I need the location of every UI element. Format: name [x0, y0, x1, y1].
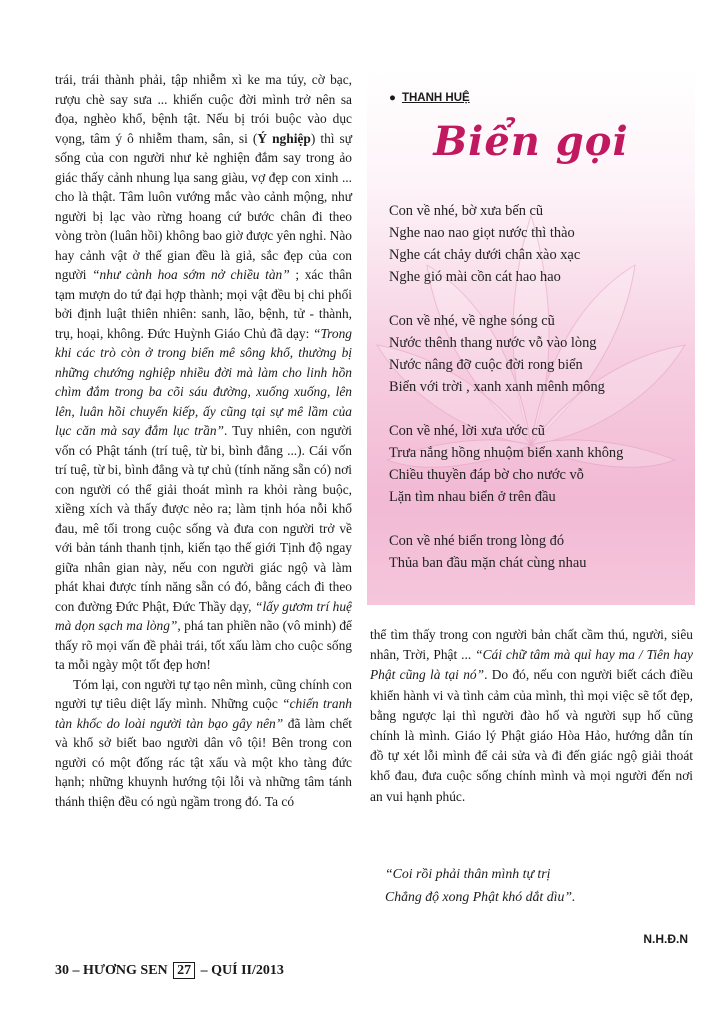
italic-quote: “lấy gươm trí huệ mà dọn sạch ma lòng” [55, 598, 353, 633]
poem-line: Nghe nao nao giọt nước thì thào [389, 225, 575, 241]
bold-text: Ý nghiệp [257, 130, 311, 146]
closing-quote [385, 862, 575, 908]
poem-line: Trưa nắng hồng nhuộm biển xanh không [389, 445, 624, 461]
poem-author: ● THANH HUỆ [389, 92, 470, 104]
poem-line: Thủa ban đầu mặn chát cùng nhau [389, 555, 587, 571]
poem-line: Nghe gió mài cồn cát hao hao [389, 269, 561, 285]
issue-period: QUÍ II/2013 [211, 963, 284, 978]
poem-line: Con về nhé, lời xưa ước cũ [389, 423, 545, 439]
page-number: 30 [55, 963, 69, 978]
poem-line: Con về nhé biển trong lòng đó [389, 533, 565, 549]
poem-stanza [389, 310, 605, 398]
issue-number: 27 [173, 962, 195, 979]
page-footer [55, 963, 284, 979]
italic-quote: “chiến tranh tàn khốc do loài người tàn bạo gây nên” [55, 696, 352, 731]
italic-quote: “Cái chữ tâm mà quỉ hay ma / Tiên hay Phật cũng là tại nó” [370, 647, 693, 683]
poem-box [367, 70, 695, 605]
text-run: , phá tan phiền não (vô minh) để thấy rõ mọi vấn đề phải trái, tốt xấu làm cho cuộc sống ta mỗi ngày một tốt đẹp hơn! [55, 618, 352, 672]
article-paragraph [55, 70, 352, 675]
footer-separator: – [200, 963, 208, 978]
poem-line: Lặn tìm nhau biển ở trên đầu [389, 489, 556, 505]
italic-quote: “như cành hoa sớm nở chiều tàn” [92, 267, 290, 282]
text-run: . Tuy nhiên, con người vốn có Phật tánh (trí tuệ, từ bi, bình đẳng ...). Cái vốn trí tuệ, từ bi, bình đẳng và tự chủ (tính năng sẵn có) nơi con người có thể giải thoát mình ra khỏi ràng buộc, xiềng xích và thấy được nẻo ra; làm tịnh hóa nỗi khổ đau, mê tối trong cuộc sống và đưa con người trở về với bản tánh thanh tịnh, kiến tạo thế giới Tịnh độ ngay giữa nhân gian này, nếu con người giác ngộ và làm phát khai được tính năng sẵn có đó, bằng cách đi theo con đường Đức Phật, Đức Thầy dạy, [55, 423, 352, 614]
poem-line: Nước nâng đỡ cuộc đời rong biển [389, 357, 583, 373]
author-signature: N.H.Đ.N [643, 932, 688, 946]
text-run: Tóm lại, con người tự tạo nên mình, cũng chính con người tự tiêu diệt lấy mình. Những cuộc [55, 676, 352, 711]
text-run: trái, trái thành phải, tập nhiễm xì ke ma túy, cờ bạc, rượu chè say sưa ... khiến cuộc đời mình trở nên sa đọa, nghèo khổ, bệnh tật. Nếu bị trói buộc vào dục vọng, tâm ý ô nhiễm tham, sân, si ( [55, 72, 352, 146]
poem-line: Con về nhé, bờ xưa bến cũ [389, 203, 544, 219]
italic-quote: “Trong khi các trò còn ở trong biển mê sông khổ, thường bị những chướng nghiệp nhiều đời mà làm cho linh hồn chìm đắm trong ba cõi sáu đường, xuống xuống, lên lên, luân hồi chuyển kiếp, ấy cũng tại sự mê lầm của lục căn mà say đắm lục trần” [55, 325, 352, 438]
poem-stanza [389, 530, 586, 574]
footer-separator: – [72, 963, 80, 978]
text-run: ) thì sự sống của con người như kẻ nghiện đắm say trong ảo giác thấy cảnh nhung lụa sang giàu, vợ đẹp con xinh ... cho là thật. Tâm luôn vướng mắc vào cảnh mộng, như người bị lạc vào rừng hoang cứ bước chân đi theo vòng tròn (luân hồi) không bao giờ được yên nghỉ. Nào hay cảnh vật ở thế gian đều là giả, sắc đẹp của con người [55, 130, 353, 282]
left-article-column [55, 70, 352, 811]
poem-line: Nước thênh thang nước vỗ vào lòng [389, 335, 597, 351]
magazine-name: HƯƠNG SEN [83, 963, 168, 978]
article-paragraph [370, 625, 693, 807]
poem-line: Nghe cát chảy dưới chân xào xạc [389, 247, 581, 263]
text-run: đã làm chết và khổ sở biết bao người dân vô tội! Bên trong con người có một đống rác tật xấu và một kho tàng đức hạnh; những khuynh hướng tội lỗi và những tâm tánh thánh thiện đều có ngủ ngầm trong đó. Ta có [55, 715, 352, 809]
quote-line: “Coi rồi phải thân mình tự trị [385, 866, 551, 881]
poem-line: Con về nhé, về nghe sóng cũ [389, 313, 555, 329]
article-paragraph [55, 675, 352, 812]
poem-stanza [389, 200, 580, 288]
text-run: ; xác thân tạm mượn do tứ đại hợp thành; mọi vật đều bị chi phối bởi định luật thiên nhiên: sanh, lão, bệnh, tử - thành, trụ, hoại, không. Đức Huỳnh Giáo Chủ đã dạy: [55, 267, 352, 341]
quote-line: Chẳng độ xong Phật khó dắt dìu”. [385, 889, 576, 904]
text-run: . Do đó, nếu con người biết cách điều khiển hành vi và tình cảm của mình, thì mọi việc sẽ tốt đẹp, bằng ngược lại thì người đào hố và người sụp hố cũng chính là mình. Giáo lý Phật giáo Hòa Hảo, hướng dẫn tín đồ tự xét lỗi mình để cải sửa và đi đến giác ngộ giải thoát khổ đau, đưa cuộc sống chính mình và mọi người đến nơi an vui hạnh phúc. [370, 667, 693, 804]
poem-stanza [389, 420, 623, 508]
right-article-column [370, 625, 693, 807]
text-run: thể tìm thấy trong con người bản chất cầm thú, người, siêu nhân, Trời, Phật ... [370, 627, 693, 663]
bullet-icon: ● [389, 92, 396, 104]
poem-line: Chiều thuyền đáp bờ cho nước vỗ [389, 467, 584, 483]
poem-title: Biển gọi [433, 118, 629, 165]
poem-line: Biển với trời , xanh xanh mênh mông [389, 379, 605, 395]
